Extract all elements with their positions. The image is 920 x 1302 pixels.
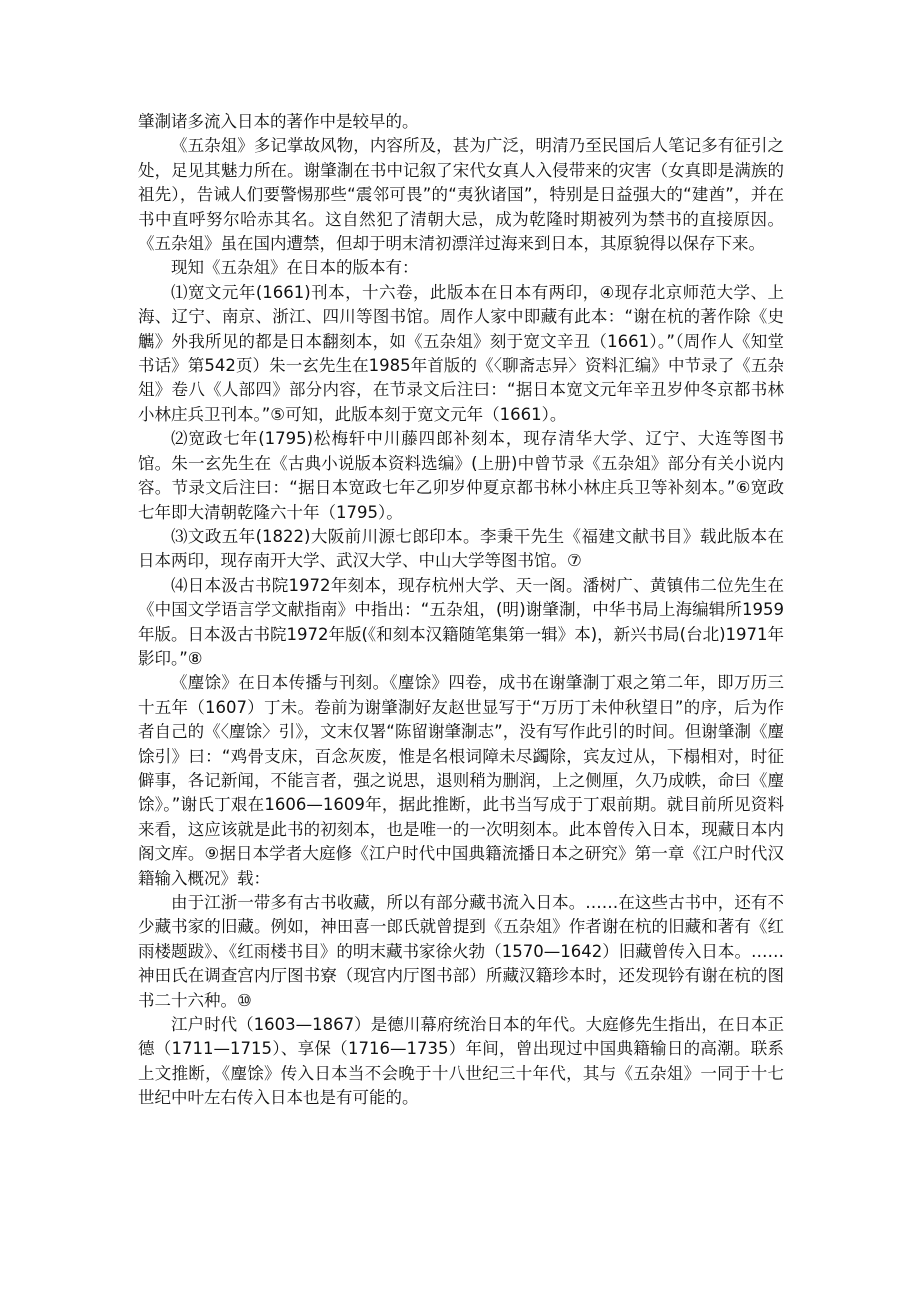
paragraph-edition-2: ⑵宽政七年(1795)松梅轩中川藤四郎补刻本，现存清华大学、辽宁、大连等图书馆。朱一玄先生在《古典小说版本资料选编》(上册)中曾节录《五杂俎》部分有关小说内容。节录文后注曰：“据日本宽政七年乙卯岁仲夏京都书林小林庄兵卫等补刻本。”⑥宽政七年即大清朝乾隆六十年（1795）。 (138, 429, 784, 522)
paragraph-edition-4: ⑷日本汲古书院1972年刻本，现存杭州大学、天一阁。潘树广、黄镇伟二位先生在《中国文学语言学文献指南》中指出：“五杂俎，(明)谢肇淛，中华书局上海编辑所1959年版。日本汲古书院1972年版(《和刻本汉籍随笔集第一辑》本)，新兴书局(台北)1971年影印。”⑧ (138, 575, 784, 668)
paragraph-edition-1: ⑴宽文元年(1661)刊本，十六卷，此版本在日本有两印，④现存北京师范大学、上海、辽宁、南京、浙江、四川等图书馆。周作人家中即藏有此本：“谢在杭的著作除《史觽》外我所见的都是日本翻刻本，如《五杂俎》刻于宽文辛丑（1661）。”（周作人《知堂书话》第542页）朱一玄先生在1985年首版的《〈聊斋志异〉资料汇编》中节录了《五杂俎》卷八《人部四》部分内容，在节录文后注曰：“据日本宽文元年辛丑岁仲冬京都书林小林庄兵卫刊本。”⑤可知，此版本刻于宽文元年（1661）。 (138, 282, 784, 424)
paragraph-quotation: 由于江浙一带多有古书收藏，所以有部分藏书流入日本。……在这些古书中，还有不少藏书家的旧藏。例如，神田喜一郎氏就曾提到《五杂俎》作者谢在杭的旧藏和著有《红雨楼题跋》、《红雨楼书目》的明末藏书家徐火勃（1570—1642）旧藏曾传入日本。……神田氏在调查宫内厅图书寮（现宫内厅图书部）所藏汉籍珍本时，还发现钤有谢在杭的图书二十六种。⑩ (138, 893, 784, 1010)
paragraph-editions-intro: 现知《五杂俎》在日本的版本有： (171, 258, 419, 278)
paragraph-edo-period: 江户时代（1603—1867）是德川幕府统治日本的年代。大庭修先生指出，在日本正德（1711—1715）、享保（1716—1735）年间，曾出现过中国典籍输日的高潮。联系上文推断，《麈馀》传入日本当不会晚于十八世纪三十年代，其与《五杂俎》一同于十七世纪中叶左右传入日本也是有可能的。 (138, 1015, 784, 1108)
paragraph-zhuyu: 《麈馀》在日本传播与刊刻。《麈馀》四卷，成书在谢肇淛丁艰之第二年，即万历三十五年（1607）丁未。卷前为谢肇淛好友赵世显写于“万历丁未仲秋望日”的序，后为作者自己的《〈麈馀〉引》，文末仅署“陈留谢肇淛志”，没有写作此引的时间。但谢肇淛《麈馀引》曰：“鸡骨支床，百念灰废，惟是名根词障未尽蠲除，宾友过从，下榻相对，时征僻事，各记新闻，不能言者，强之说思，退则稍为删润，上之侧厘，久乃成帙，命曰《麈馀》。”谢氏丁艰在1606—1609年，据此推断，此书当写成于丁艰前期。就目前所见资料来看，这应该就是此书的初刻本，也是唯一的一次明刻本。此本曾传入日本，现藏日本内阁文库。⑨据日本学者大庭修《江户时代中国典籍流播日本之研究》第一章《江户时代汉籍输入概况》载： (138, 673, 784, 888)
body-text (138, 110, 784, 1111)
paragraph-edition-3: ⑶文政五年(1822)大阪前川源七郎印本。李秉干先生《福建文献书目》载此版本在日本两印，现存南开大学、武汉大学、中山大学等图书馆。⑦ (138, 526, 784, 571)
paragraph-continuation: 肇淛诸多流入日本的著作中是较早的。 (138, 112, 419, 131)
paragraph-wuzazu-content: 《五杂俎》多记掌故风物，内容所及，甚为广泛，明清乃至民国后人笔记多有征引之处，足见其魅力所在。谢肇淛在书中记叙了宋代女真人入侵带来的灾害（女真即是满族的祖先），告诫人们要警惕那些“震邻可畏”的“夷狄诸国”，特别是日益强大的“建酋”，并在书中直呼努尔哈赤其名。这自然犯了清朝大忌，成为乾隆时期被列为禁书的直接原因。《五杂俎》虽在国内遭禁，但却于明末清初漂洋过海来到日本，其原貌得以保存下来。 (138, 136, 784, 254)
